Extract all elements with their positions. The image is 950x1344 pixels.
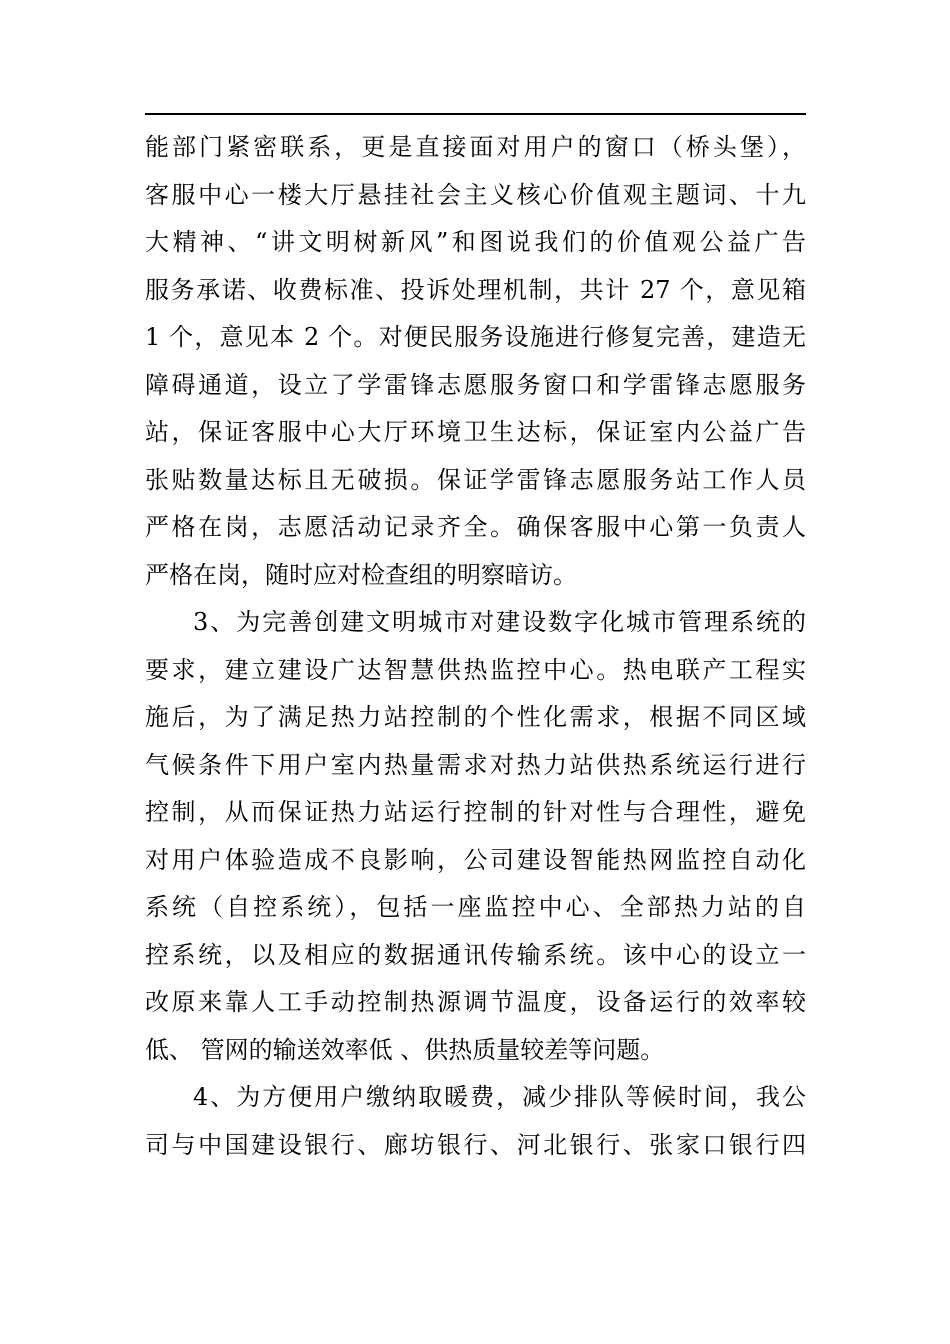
text-line: 控制，从而保证热力站运行控制的针对性与合理性，避免	[145, 798, 806, 826]
body-text	[145, 124, 806, 1169]
text-line: 严格在岗，随时应对检查组的明察暗访。	[145, 560, 577, 589]
text-line: 低、 管网的输送效率低 、供热质量较差等问题。	[145, 1035, 665, 1064]
text-line: 张贴数量达标且无破损。保证学雷锋志愿服务站工作人员	[145, 465, 806, 494]
header-rule	[145, 113, 806, 115]
text-line: 气候条件下用户室内热量需求对热力站供热系统运行进行	[145, 750, 806, 779]
text-line: 大精神、“讲文明树新风”和图说我们的价值观公益广告	[145, 228, 806, 256]
text-line: 改原来靠人工手动控制热源调节温度，设备运行的效率较	[145, 988, 806, 1016]
paragraph-3-start: 3、为完善创建文明城市对建设数字化城市管理系统的	[193, 608, 806, 636]
text-line: 能部门紧密联系，更是直接面对用户的窗口（桥头堡），	[145, 133, 806, 161]
text-line: 施后，为了满足热力站控制的个性化需求，根据不同区域	[145, 703, 806, 731]
paragraph-4-start: 4、为方便用户缴纳取暖费，减少排队等候时间，我公	[193, 1083, 806, 1111]
text-line: 司与中国建设银行、廊坊银行、河北银行、张家口银行四	[145, 1130, 806, 1159]
text-line: 要求，建立建设广达智慧供热监控中心。热电联产工程实	[145, 655, 806, 684]
text-line: 对用户体验造成不良影响，公司建设智能热网监控自动化	[145, 845, 806, 874]
text-line: 系统（自控系统），包括一座监控中心、全部热力站的自	[145, 893, 806, 921]
text-line: 1 个，意见本 2 个。对便民服务设施进行修复完善，建造无	[145, 323, 806, 351]
text-line: 站，保证客服中心大厅环境卫生达标，保证室内公益广告	[145, 418, 806, 446]
text-line: 严格在岗，志愿活动记录齐全。确保客服中心第一负责人	[145, 513, 806, 541]
text-line: 障碍通道，设立了学雷锋志愿服务窗口和学雷锋志愿服务	[145, 370, 806, 399]
text-line: 客服中心一楼大厅悬挂社会主义核心价值观主题词、十九	[145, 180, 806, 209]
text-line: 控系统，以及相应的数据通讯传输系统。该中心的设立一	[145, 940, 806, 969]
text-line: 服务承诺、收费标准、投诉处理机制，共计 27 个，意见箱	[145, 275, 806, 304]
